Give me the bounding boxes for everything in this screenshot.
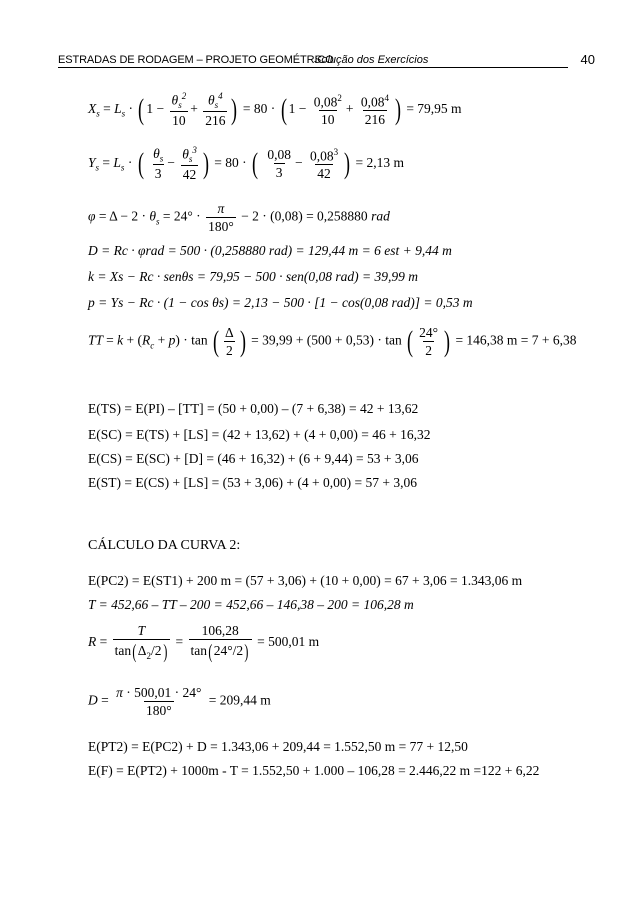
- equation-phi: $\varphi = \Delta - 2 \cdot \theta_s = 24^\circ$ · $\frac{\pi}{180^\circ}$ − 2 · (0,08) = 0,258880 rad: [88, 201, 390, 234]
- station-st: E(ST) = E(CS) + [LS] = (53 + 3,06) + (4 + 0,00) = 57 + 3,06: [88, 475, 418, 490]
- station-cs: E(CS) = E(SC) + [D] = (46 + 16,32) + (6 + 9,44) = 53 + 3,06: [88, 451, 419, 466]
- section-title-curve-2: CÁLCULO DA CURVA 2:: [88, 538, 241, 553]
- tt-result: = 146,38 m = 7 + 6,38: [455, 332, 577, 348]
- equation-t: T = 452,66 – TT – 200 = 452,66 – 146,38 – 200 = 106,28 m: [88, 597, 414, 612]
- d2-result: = 209,44 m: [208, 692, 271, 708]
- station-sc: E(SC) = E(TS) + [LS] = (42 + 13,62) + (4 + 0,00) = 46 + 16,32: [88, 427, 431, 442]
- equation-pc2: E(PC2) = E(ST1) + 200 m = (57 + 3,06) + (10 + 0,00) = 67 + 3,06 = 1.343,06 m: [88, 573, 523, 588]
- header-title: ESTRADAS DE RODAGEM – PROJETO GEOMÉTRICO: [58, 54, 334, 66]
- equation-tt: TT = $k + (R_c + p) \cdot \tan$ ( $\frac{\Delta}{2}$ ) = 39,99 + (500 + 0,53) · tan ( $\frac{24^\circ}{2}$ ) = 146,38 m = 7 + 6,38: [88, 324, 577, 358]
- equation-d2: D = $\frac{\pi \cdot 500,01 \cdot 24^\circ}{180^\circ}$ = 209,44 m: [88, 685, 271, 718]
- xs-result: = 79,95 m: [406, 100, 462, 116]
- equation-ys: $Y_s = L_s$ · ( $\frac{\theta_s}{3}$ − $\frac{\theta_s^3}{42}$ ) = 80 · ( $\frac{0,08}{3}$ − $\frac{0,08^3}{42}$ ) = 2,13 m: [88, 145, 404, 183]
- equation-k: k = Xs − Rc · senθs = 79,95 − 500 · sen(0,08 rad) = 39,99 m: [88, 269, 419, 284]
- header-subtitle: Solução dos Exercícios: [314, 54, 429, 66]
- equation-xs: $X_s = L_s$ · ( 1 − $\frac{\theta_s^2}{10}$ + $\frac{\theta_s^4}{216}$ ) = 80 · ( 1 − $\frac{0,08^2}{10}$ + $\frac{0,08^4}{216}$ ) = 79,95 m: [88, 91, 462, 129]
- station-ts: E(TS) = E(PI) – [TT] = (50 + 0,00) – (7 + 6,38) = 42 + 13,62: [88, 401, 419, 416]
- equation-pt2: E(PT2) = E(PC2) + D = 1.343,06 + 209,44 = 1.552,50 m = 77 + 12,50: [88, 739, 468, 754]
- equation-d: D = Rc · φrad = 500 · (0,258880 rad) = 129,44 m = 6 est + 9,44 m: [88, 243, 452, 258]
- page-number: 40: [580, 52, 595, 67]
- header-rule: [58, 67, 568, 68]
- equation-p: p = Ys − Rc · (1 − cos θs) = 2,13 − 500 · [1 − cos(0,08 rad)] = 0,53 m: [88, 295, 473, 310]
- equation-f: E(F) = E(PT2) + 1000m - T = 1.552,50 + 1.000 – 106,28 = 2.446,22 m =122 + 6,22: [88, 763, 540, 778]
- equation-r: R = $\frac{T}{\tan(\Delta_2/2)}$ = $\frac{106,28}{\tan(24^\circ/2)}$ = 500,01 m: [88, 623, 320, 663]
- ys-result: = 2,13 m: [355, 154, 404, 170]
- page-header: [58, 50, 595, 70]
- r-result: = 500,01 m: [257, 633, 320, 649]
